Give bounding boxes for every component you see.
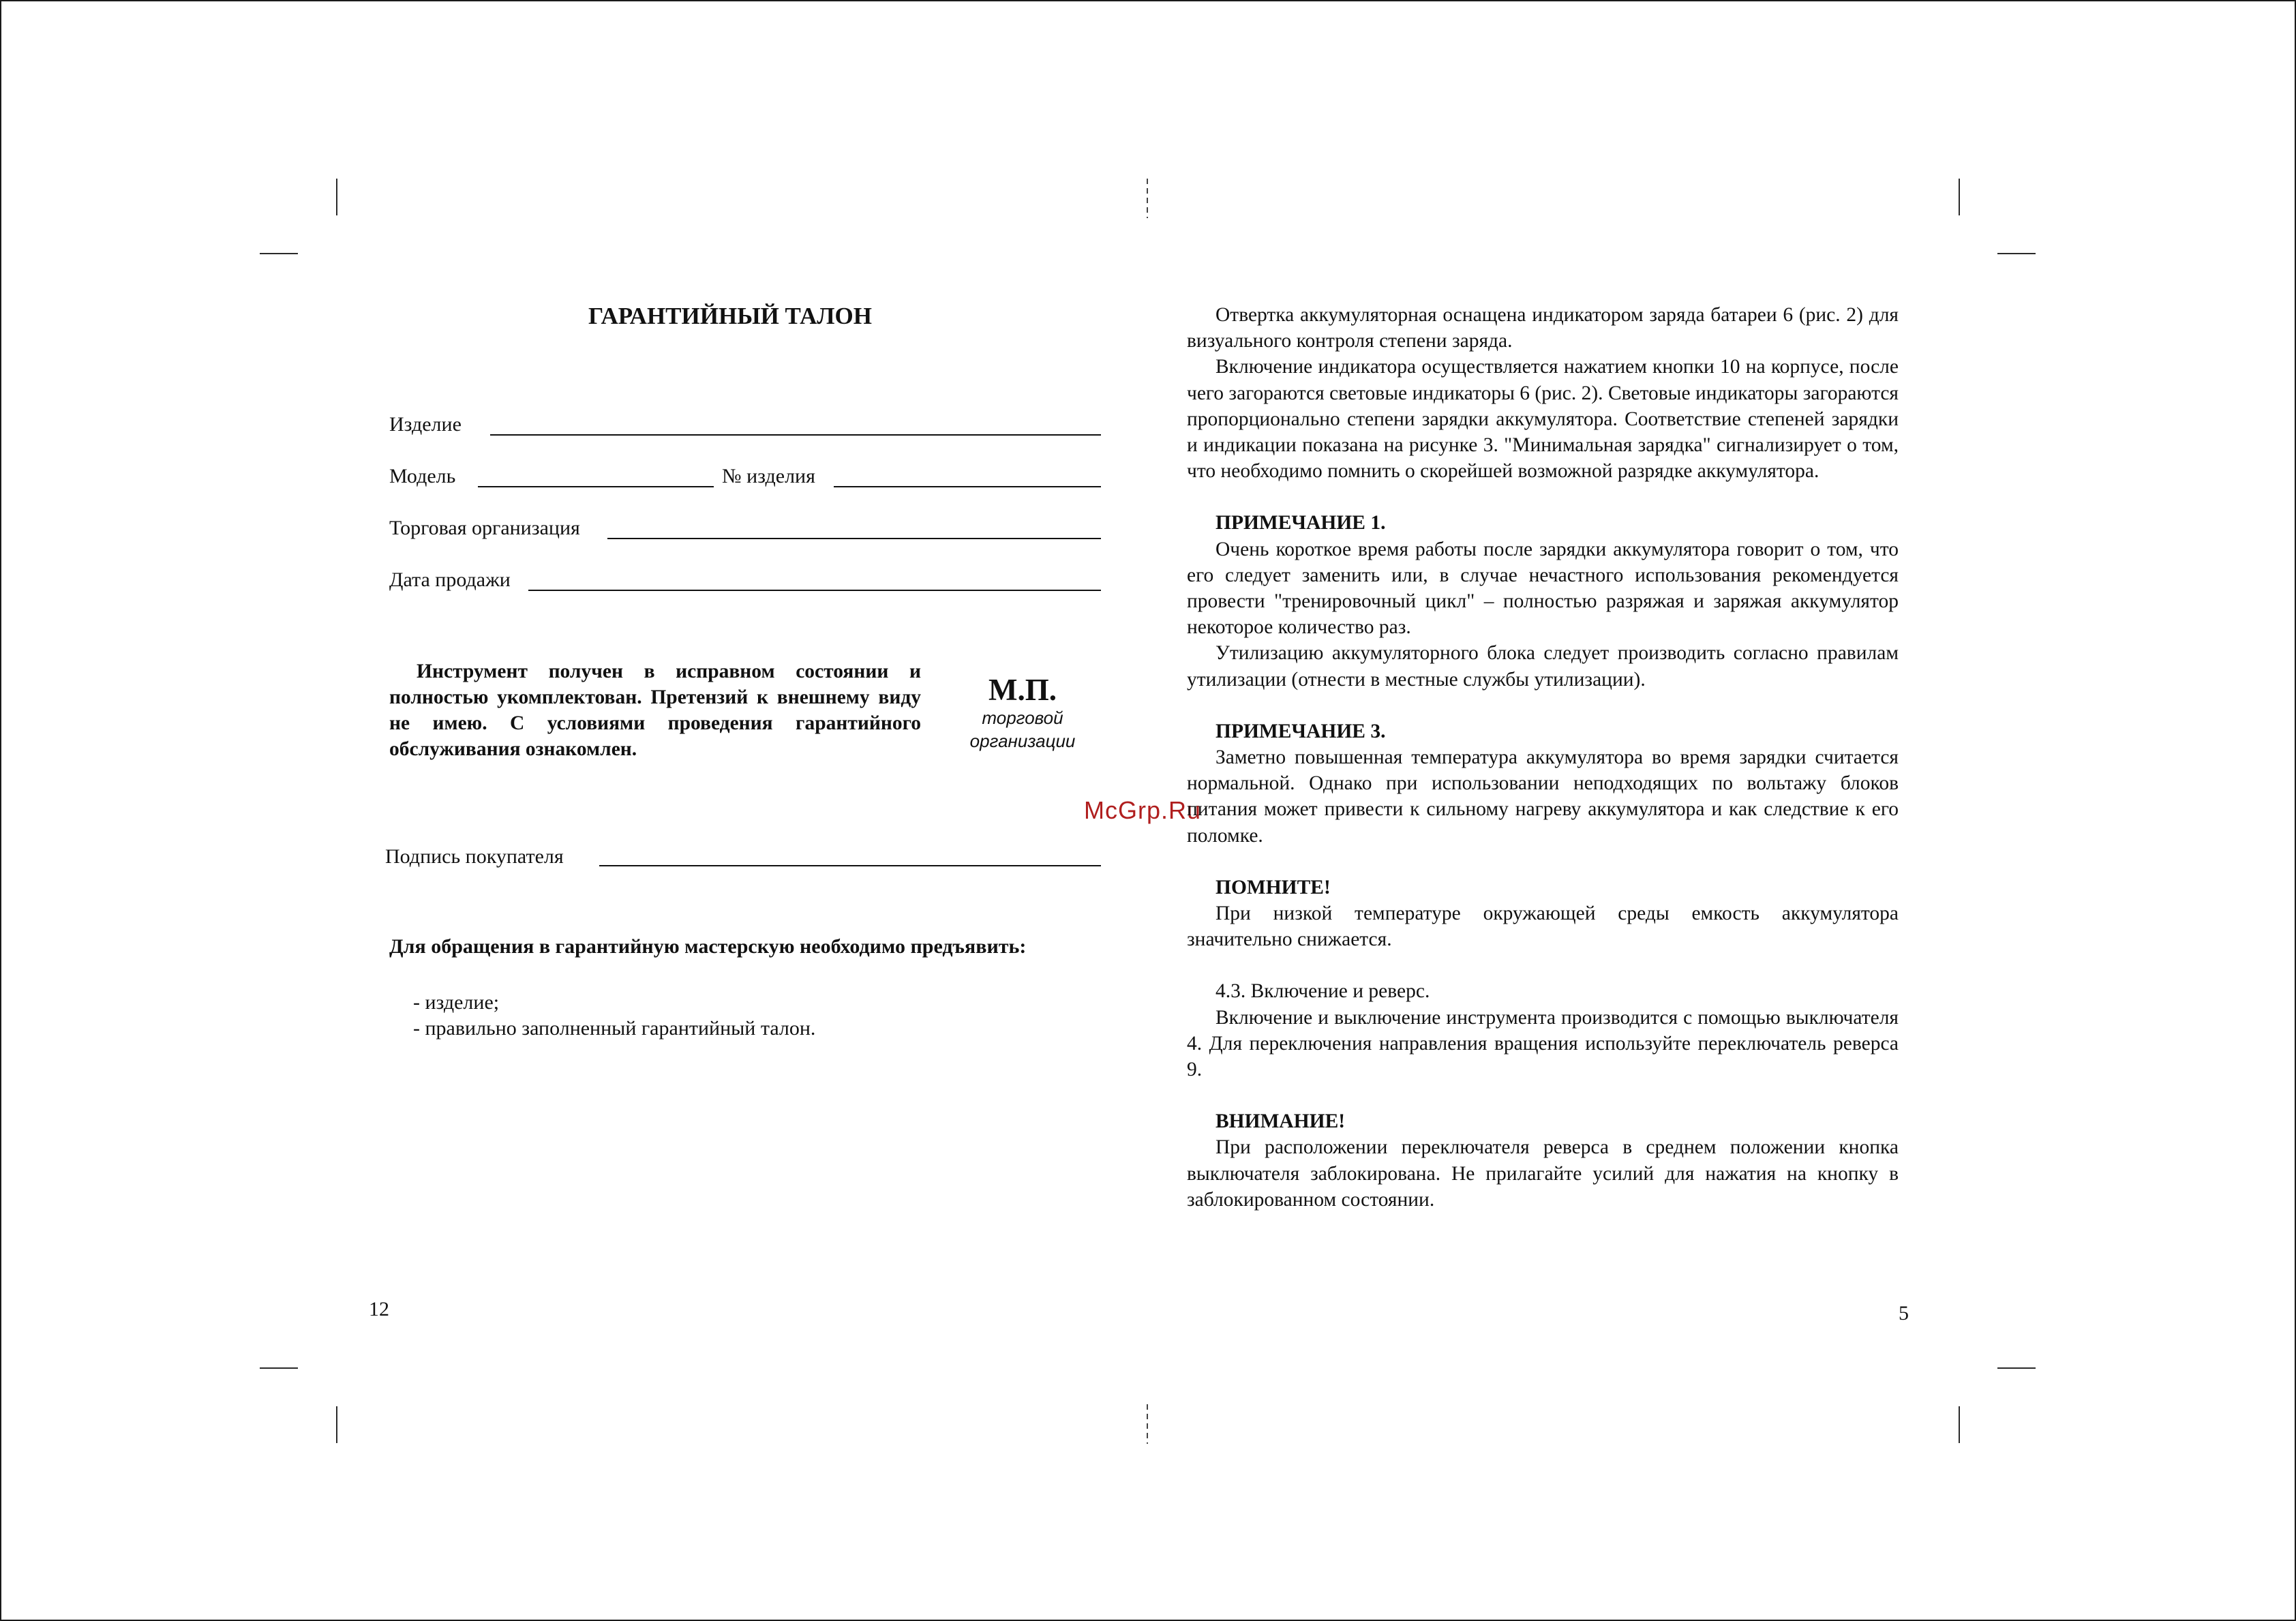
paragraph: Заметно повышенная температура аккумулятора во время зарядки считается нормальной. Однако при использовании неподходящих по вольтажу блоков питания может привести к сильному нагреву аккумулятора и как следствие к его поломке.: [1187, 746, 1899, 847]
sale-date-label: Дата продажи: [389, 569, 511, 591]
model-line[interactable]: [478, 486, 714, 487]
paragraph: Отвертка аккумуляторная оснащена индикатором заряда батареи 6 (рис. 2) для визуального контроля степени заряда.: [1187, 304, 1899, 352]
stamp-placeholder: [961, 673, 1084, 753]
remember-heading: ПОМНИТЕ!: [1215, 876, 1331, 898]
signature-field: [385, 845, 1101, 875]
signature-label: Подпись покупателя: [385, 845, 564, 868]
required-items-list: [413, 990, 815, 1042]
sale-date-field: [389, 569, 1101, 599]
trade-org-line[interactable]: [607, 538, 1101, 539]
product-label: Изделие: [389, 413, 462, 436]
list-item: - изделие;: [413, 991, 500, 1014]
page-number-right: 5: [1899, 1302, 1909, 1324]
attention-heading: ВНИМАНИЕ!: [1215, 1110, 1346, 1133]
paragraph: Включение индикатора осуществляется нажатием кнопки 10 на корпусе, после чего загораются световые индикаторы 6 (рис. 2). Световые индикаторы загораются пропорционально степени зарядки аккумулятора. Соответствие степеней зарядки и индикации показана на рисунке 3. "Минимальная зарядка" сигнализирует о том, что необходимо помнить о скорейшей возможной разрядке аккумулятора.: [1187, 356, 1899, 483]
watermark: McGrp.Ru: [1084, 796, 1202, 824]
crop-mark: [336, 1406, 337, 1443]
crop-mark: [260, 1367, 298, 1369]
stamp-line-1: торговой: [982, 708, 1063, 728]
product-line[interactable]: [490, 434, 1101, 436]
acknowledgement-text: [389, 658, 921, 762]
paragraph: Утилизацию аккумуляторного блока следует производить согласно правилам утилизации (отнести в местные службы утилизации).: [1187, 642, 1899, 691]
signature-line[interactable]: [599, 865, 1101, 866]
page-number-left: 12: [369, 1298, 389, 1320]
trade-org-label: Торговая организация: [389, 517, 580, 539]
trade-org-field: [389, 517, 1101, 547]
stamp-line-2: организации: [969, 731, 1076, 751]
note-1-heading: ПРИМЕЧАНИЕ 1.: [1215, 512, 1386, 534]
crop-mark: [1147, 1404, 1148, 1444]
section-heading: 4.3. Включение и реверс.: [1215, 980, 1430, 1003]
list-item: - правильно заполненный гарантийный талон.: [413, 1017, 816, 1040]
paragraph: При низкой температуре окружающей среды емкость аккумулятора значительно снижается.: [1187, 903, 1899, 951]
crop-mark: [336, 179, 337, 215]
sale-date-line[interactable]: [528, 590, 1101, 591]
stamp-mark: М.П.: [988, 673, 1057, 707]
crop-mark: [1997, 253, 2036, 254]
crop-mark: [1147, 179, 1148, 218]
model-label: Модель: [389, 465, 456, 487]
crop-mark: [1959, 1406, 1960, 1443]
note-3-heading: ПРИМЕЧАНИЕ 3.: [1215, 720, 1386, 742]
acknowledgement-paragraph: Инструмент получен в исправном состоянии и полностью укомплектован. Претензий к внешнему виду не имею. С условиями проведения гарантийного обслуживания ознакомлен.: [389, 661, 921, 760]
paragraph: Включение и выключение инструмента производится с помощью выключателя 4. Для переключения направления вращения используйте переключатель реверса 9.: [1187, 1006, 1899, 1081]
instructions-column: [1187, 302, 1899, 1213]
contact-heading: Для обращения в гарантийную мастерскую необходимо предъявить:: [389, 935, 1027, 958]
page-title: ГАРАНТИЙНЫЙ ТАЛОН: [588, 303, 872, 329]
paragraph: При расположении переключателя реверса в среднем положении кнопка выключателя заблокирована. Не прилагайте усилий для нажатия на кнопку в заблокированном состоянии.: [1187, 1136, 1899, 1211]
serial-line[interactable]: [834, 486, 1101, 487]
paragraph: Очень короткое время работы после зарядки аккумулятора говорит о том, что его следует заменить или, в случае нечастного использования рекомендуется провести "тренировочный цикл" – полностью разряжая и заряжая аккумулятор некоторое количество раз.: [1187, 538, 1899, 639]
product-field: [389, 413, 1101, 443]
crop-mark: [260, 253, 298, 254]
model-field: [389, 465, 1101, 495]
serial-label: № изделия: [722, 465, 815, 487]
crop-mark: [1959, 179, 1960, 215]
crop-mark: [1997, 1367, 2036, 1369]
